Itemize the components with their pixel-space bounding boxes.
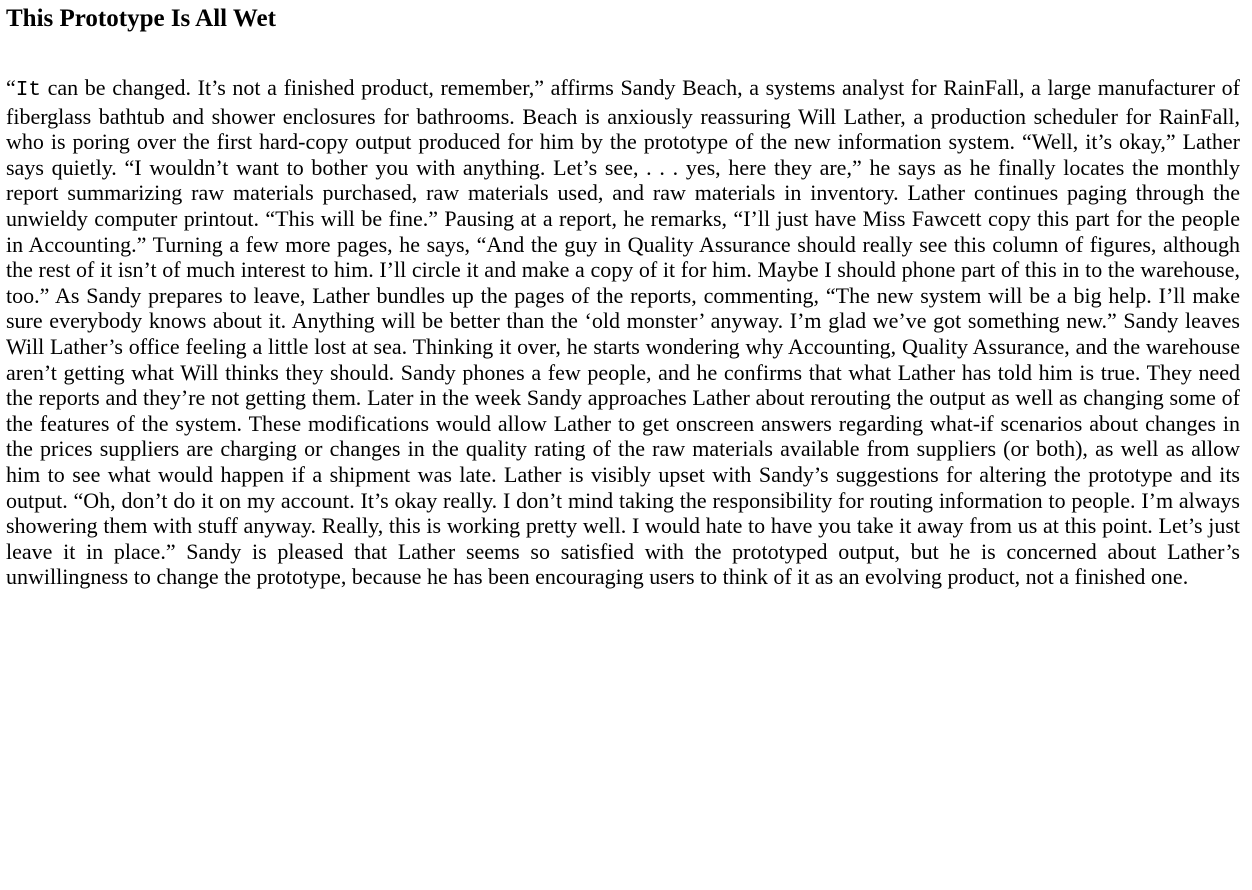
opening-quote: “ [6,75,16,100]
opening-word: It [15,79,41,102]
document-title: This Prototype Is All Wet [6,5,276,32]
case-body-paragraph [6,75,1240,590]
paragraph-text: can be changed. It’s not a finished product, remember,” affirms Sandy Beach, a systems analyst for RainFall, a large manufacturer of fiberglass bathtub and shower enclosures for bathrooms. Beach is anxiously reassuring Will Lather, a production scheduler for RainFall, who is poring over the first hard-copy output produced for him by the prototype of the new information system. “Well, it’s okay,” Lather says quietly. “I wouldn’t want to bother you with anything. Let’s see, . . . yes, here they are,” he says as he finally locates the monthly report summarizing raw materials purchased, raw materials used, and raw materials in inventory. Lather continues paging through the unwieldy computer printout. “This will be fine.” Pausing at a report, he remarks, “I’ll just have Miss Fawcett copy this part for the people in Accounting.” Turning a few more pages, he says, “And the guy in Quality Assurance should really see this column of figures, although the rest of it isn’t of much interest to him. I’ll circle it and make a copy of it for him. Maybe I should phone part of this in to the warehouse, too.” As Sandy prepares to leave, Lather bundles up the pages of the reports, commenting, “The new system will be a big help. I’ll make sure everybody knows about it. Anything will be better than the ‘old monster’ anyway. I’m glad we’ve got something new.” Sandy leaves Will Lather’s office feeling a little lost at sea. Thinking it over, he starts wondering why Accounting, Quality Assurance, and the warehouse aren’t getting what Will thinks they should. Sandy phones a few people, and he confirms that what Lather has told him is true. They need the reports and they’re not getting them. Later in the week Sandy approaches Lather about rerouting the output as well as changing some of the features of the system. These modifications would allow Lather to get onscreen answers regarding what-if scenarios about changes in the prices suppliers are charging or changes in the quality rating of the raw materials available from suppliers (or both), as well as allow him to see what would happen if a shipment was late. Lather is visibly upset with Sandy’s suggestions for altering the prototype and its output. “Oh, don’t do it on my account. It’s okay really. I don’t mind taking the responsibility for routing information to people. I’m always showering them with stuff anyway. Really, this is working pretty well. I would hate to have you take it away from us at this point. Let’s just leave it in place.” Sandy is pleased that Lather seems so satisfied with the prototyped output, but he is concerned about Lather’s unwillingness to change the prototype, because he has been encouraging users to think of it as an evolving product, not a finished one. [6,75,1240,590]
